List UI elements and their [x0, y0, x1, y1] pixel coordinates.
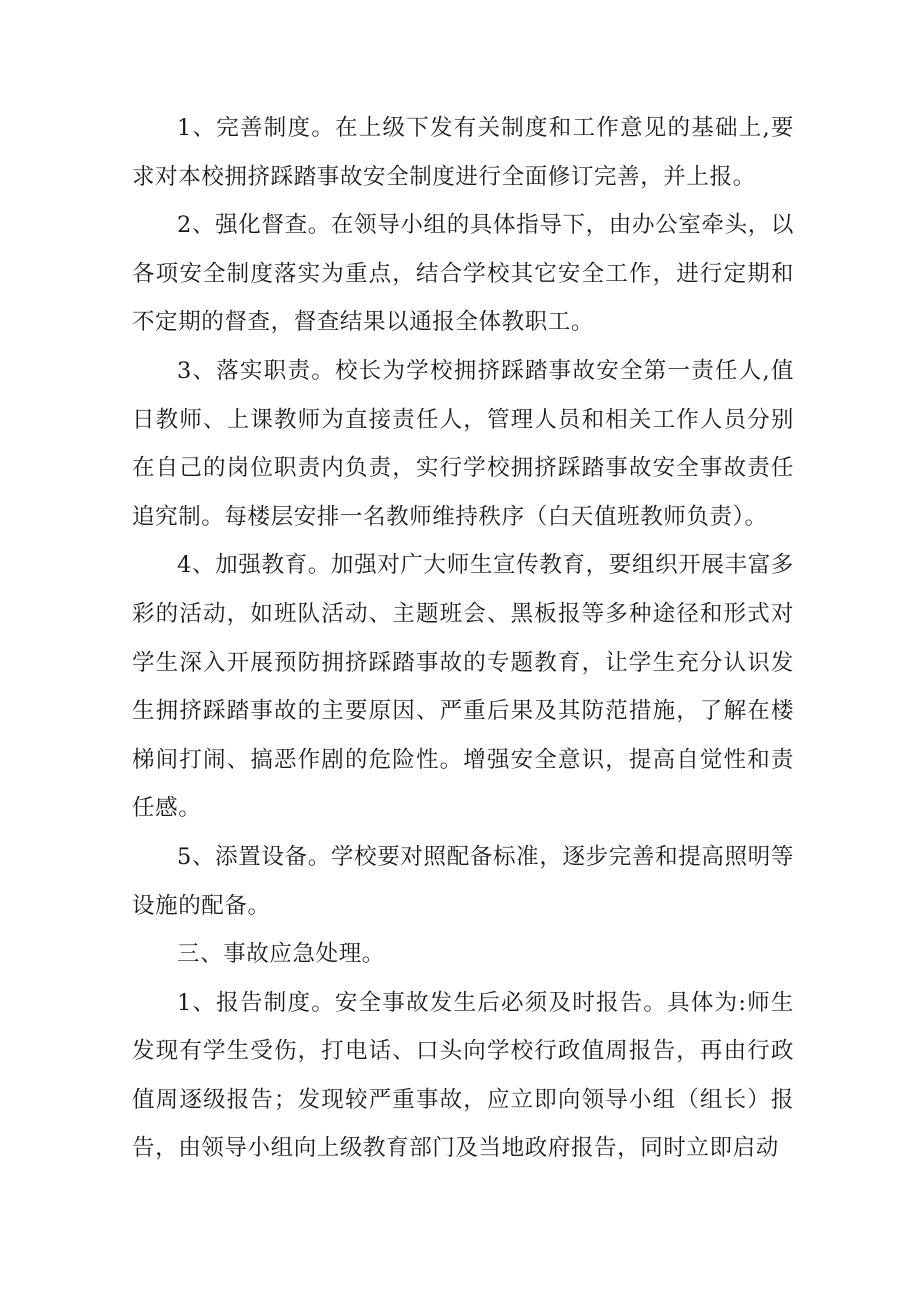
section-heading-emergency-handling: 三、事故应急处理。 — [177, 941, 385, 968]
document-body — [132, 104, 794, 1173]
paragraph-reporting-system: 1、报告制度。安全事故发生后必须及时报告。具体为:师生发现有学生受伤，打电话、口头向学校行政值周报告，再由行政值周逐级报告；发现较严重事故，应立即向领导小组（组长）报告，由领导小组向上级教育部门及当地政府报告，同时立即启动 — [132, 989, 794, 1162]
paragraph-strengthen-supervision: 2、强化督查。在领导小组的具体指导下，由办公室牵头，以各项安全制度落实为重点，结合学校其它安全工作，进行定期和不定期的督查，督查结果以通报全体教职工。 — [132, 212, 794, 336]
paragraph-strengthen-education: 4、加强教育。加强对广大师生宣传教育，要组织开展丰富多彩的活动，如班队活动、主题班会、黑板报等多种途径和形式对学生深入开展预防拥挤踩踏事故的专题教育，让学生充分认识发生拥挤踩踏事故的主要原因、严重后果及其防范措施，了解在楼梯间打闹、搞恶作剧的危险性。增强安全意识，提高自觉性和责任感。 — [132, 552, 794, 822]
paragraph-improve-system: 1、完善制度。在上级下发有关制度和工作意见的基础上,要求对本校拥挤踩踏事故安全制度进行全面修订完善，并上报。 — [132, 115, 794, 190]
paragraph-add-equipment: 5、添置设备。学校要对照配备标准，逐步完善和提高照明等设施的配备。 — [132, 843, 794, 919]
paragraph-implement-duties: 3、落实职责。校长为学校拥挤踩踏事故安全第一责任人,值日教师、上课教师为直接责任人，管理人员和相关工作人员分别在自己的岗位职责内负责，实行学校拥挤踩踏事故安全事故责任追究制。每楼层安排一名教师维持秩序（白天值班教师负责）。 — [132, 357, 794, 530]
